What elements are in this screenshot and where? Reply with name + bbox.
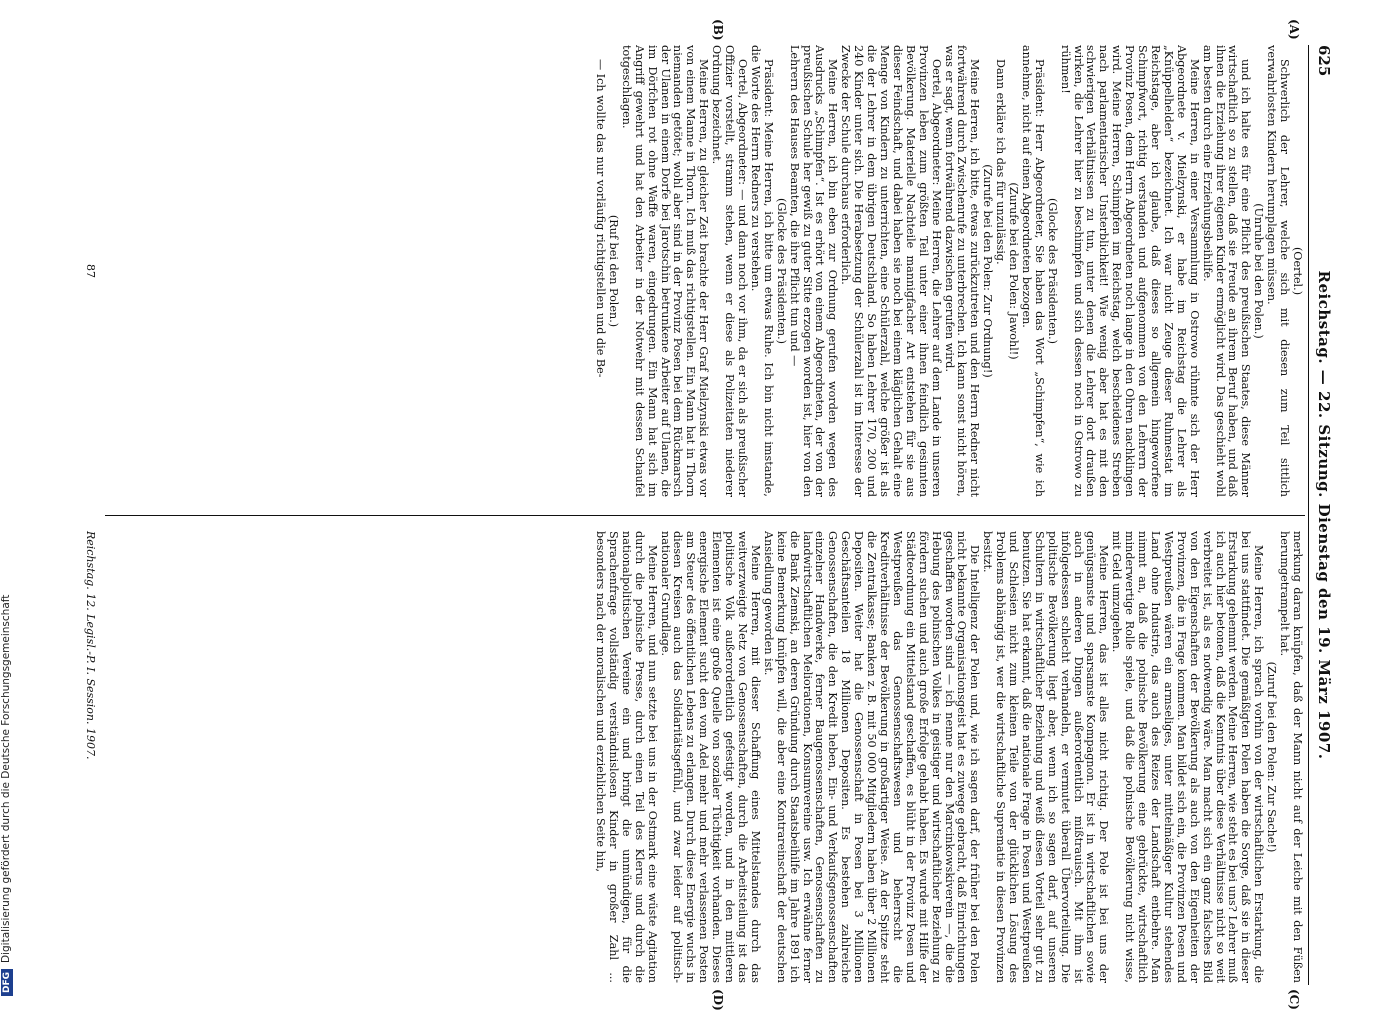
paragraph: merkung daran knüpfen, daß der Mann nicht auf der Leiche mit den Füßen herumgetrampelt hat. <box>1278 531 1304 983</box>
paragraph: Meine Herren, und nun setzte bei uns in der Ostmark eine wüste Agitation durch die polnische Presse, durch einen Teil des Klerus und durch die nationalpolitischen Vereine ein und bringt die unmündigen, für die Sprachenfrage vollständig verständnislosen Kinder in großer Zahl ... besonders nach der moralischen und erziehlichen Seite hin, <box>594 531 659 983</box>
running-header <box>1311 45 1335 985</box>
column-divider <box>105 515 1305 516</box>
dfg-logo: DFG <box>1 969 13 996</box>
paragraph: und ich halte es für eine Pflicht des preußischen Staates, diese Männer wirtschaftlich so zu stellen, daß sie Freude an ihrem Beruf haben, und daß ihnen die Erziehung ihrer eigenen Kinder ermöglicht wird. Das geschieht wohl am besten durch eine Erziehungsbeihilfe. <box>1200 45 1253 497</box>
margin-mark-a: (A) <box>1287 19 1301 40</box>
paragraph: Oertel, Abgeordneter: Meine Herren, die Lehrer auf dem Lande in unseren Provinzen leben zum größten Teil unter einer ihnen feindlich gesinnten Bevölkerung. Materielle Nachteile mannigfacher Art entstehen für sie aus dieser Feindschaft, und dabei haben sie noch bei einem kläglichen Gehalt eine Menge von Kindern zu unterrichten, eine Schülerzahl, welche größer ist als die der Lehrer in dem übrigen Deutschland. So haben Lehrer 170, 200 und 240 Kinder unter sich. Die Herabsetzung der Schülerzahl ist im Interesse der Zwecke der Schule durchaus erforderlich. <box>839 45 943 497</box>
header-title: Reichstag. — 22. Sitzung. Dienstag den 19. März 1907. <box>1315 270 1333 760</box>
stage-direction: (Zurufe bei den Polen: Zur Ordnung!) <box>981 164 995 378</box>
paragraph: Meine Herren, ich sprach vorhin von der wirtschaftlichen Erstarkung, die bei uns stattfindet. Die gemäßigten Polen haben die Sorge, daß sie in dieser Erstarkung gehemmt werden. Meine Herren, wie steht es bei uns? Lehrer muß ich auch hier betonen, daß die Kenntnis über diese Verhältnisse nicht so weit verbreitet ist, als es notwendig wäre. Man macht sich ein ganz falsches Bild von den Eigenschaften der Bevölkerung als auch von den Eigenheiten der Provinzen, die in Frage kommen. Man bildet sich ein, die Provinzen Posen und Westpreußen wären ein armseliges, unter mittelmäßiger Kultur stehendes Land ohne Industrie, das auch des Reizes der Landschaft entbehre. Man nimmt an, daß die polnische Bevölkerung eine gebrückte, wirtschaftlich minderwertige Rolle spiele, und daß die polnische Bevölkerung nicht wisse, mit Geld umzugehen. <box>1110 531 1266 983</box>
stage-direction: (Ruf bei den Polen.) <box>606 214 620 328</box>
stage-direction: (Glocke des Präsidenten.) <box>774 197 788 344</box>
paragraph: Oertel, Abgeordneter: — und dann noch vor ihm, da er sich als preußischer Offizier vorstellt, stramm stehen, wenn er diese als Polizeitaten niederer Ordnung bezeichnet. <box>710 45 750 497</box>
paragraph: Die Intelligenz der Polen und, wie ich sagen darf, der früher bei den Polen nicht bekannte Organisationsgeist hat es zuwege gebracht, daß Einrichtungen geschaffen worden sind — ich nenne nur den Marcinkowskiverein —, die die Hebung des polnischen Volkes in geistiger und wirtschaftlicher Beziehung zu fördern suchen und auch große Erfolge gehabt haben. Es wurde mit Hilfe der Städteordnung ein Mittelstand geschaffen, es blüht in der Provinz Posen und Westpreußen das Genossenschaftswesen und beherrscht die Kreditverhältnisse der Bevölkerung in großartiger Weise. An der Spitze steht die Zentralkasse; Banken z. B. mit 50 000 Mitgliedern haben über 2 Millionen Depositen. Weiter hat die Genossenschaft in Posen bei 3 Millionen Geschäftsanteilen 18 Millionen Depositen. Es bestehen zahlreiche Genossenschaften, die den Kredit heben, Ein- und Verkaufsgenossenschaften einzelner Handwerke, ferner Baugenossenschaften, Genossenschaften zu landwirtschaftlichen Meliorationen, Konsumvereine usw. Ich erwähne ferner die Bank Ziemski, an deren Gründung durch Staatsbeihilfe im Jahre 1891 ich keine Bemerkung knüpfen will, die aber eine Kontrareinschaft der deutschen Ansiedlung geworden ist. <box>761 531 982 983</box>
header-rule <box>1308 45 1309 985</box>
paragraph: Meine Herren, zu gleicher Zeit brachte der Herr Graf Mielzynski etwas vor von einem Manne in Thorn. Ich muß das richtigstellen. Ein Mann hat in Thorn niemanden getötet; wohl aber sind in der Provinz Posen bei dem Rückmarsch der Ulanen in einem Dorfe bei Jarotschin betrunkene Arbeiter auf Ulanen, die im Dörfchen rot ohne Waffe waren, eingedrungen. Ein Mann hat sich im Angriff gewehrt und hat den Arbeiter in der Notwehr mit dessen Schaufel totgeschlagen. <box>619 45 711 497</box>
paragraph: Präsident: Herr Abgeordneter, Sie haben das Wort „Schimpfen“, wie ich annehme, nicht auf einen Abgeordneten bezogen. <box>1019 45 1046 497</box>
stage-direction: (Glocke des Präsidenten.) <box>1045 197 1059 344</box>
paragraph: Meine Herren, mit dieser Schaffung eines Mittelstandes durch das weitverzweigte Netz von Genossenschaften, durch die Arbeitsteilung ist das politische Volk außerordentlich gefestigt worden, und in den mittleren Elementen ist eine große Quelle von sozialer Tüchtigkeit vorhanden. Dieses energische Element sucht den vom Adel mehr und mehr verlassenen Posten am Steuer des öffentlichen Lebens zu erlangen. Durch diese Energie wuchs in diesen Kreisen auch das Solidaritätsgefühl, und zwar leider auf politisch-nationaler Grundlage. <box>658 531 762 983</box>
dfg-sidebar <box>0 0 18 1000</box>
stage-direction: (Unruhe bei den Polen.) <box>1252 203 1266 339</box>
paragraph: Meine Herren, ich bitte, etwas zurückzutreten und den Herrn Redner nicht fortwährend durch Zwischenrufe zu unterbrechen. Ich kann sonst nicht hören, was er sagt, wenn fortwährend dazwischen gerufen wird. <box>942 45 982 497</box>
speaker-label: (Oertel.) <box>1291 246 1304 296</box>
footer-source: Reichstag. 12. Legisl.-P. I. Session. 1907. <box>84 531 97 760</box>
paragraph: — Ich wollte das nur vorläufig richtigstellen und die Be- <box>594 59 608 378</box>
page-number: 625 <box>1315 45 1333 77</box>
paragraph: Dann erkläre ich das für unzulässig. <box>994 59 1008 265</box>
paragraph: Meine Herren, ich bin eben zur Ordnung gerufen worden wegen des Ausdrucks „Schimpfen“. Ist es erhört von einem Abgeordneten, der von der preußischen Schule her gewiß zu guter Sitte erzogen worden ist, hier von den Lehrern des Hauses Beamten, die ihre Pflicht tun und — <box>787 45 840 497</box>
margin-mark-c: (C) <box>1287 989 1301 1010</box>
paragraph: Meine Herren, das ist alles nicht richtig. Der Pole ist bei uns der genügsamste und sparsamste Kompagnon. Er ist in wirtschaftlichen sowie auch in anderen Dingen außerordentlich mißtrauisch. Mit ihm ist infolgedessen schlecht verhandeln, er vermutet überall Übervorteilung. Die politische Bevölkerung liegt aber, wenn ich so sagen darf, auf unseren Schultern in wirtschaftlicher Beziehung und weiß diesen Vorteil sehr gut zu benutzen. Sie hat erkannt, daß die nationale Frage in Posen und Westpreußen und Schlesien nicht zum kleinen Teile von der glücklichen Lösung des Problems abhängig ist, wer die wirtschaftliche Suprematie in diesen Provinzen besitzt. <box>981 531 1111 983</box>
footer-folio: 87 <box>84 264 97 278</box>
stage-direction: (Zuruf bei den Polen: Zur Sache!) <box>1265 661 1279 853</box>
paragraph: Schwerlich der Lehrer, welche sich mit diesen zum Teil sittlich verwahrlosten Kindern herumplagen müssen. <box>1265 45 1292 497</box>
right-column <box>593 531 1303 983</box>
stage-direction: (Zurufe bei den Polen: Jawohl!) <box>1007 182 1021 360</box>
margin-mark-b: (B) <box>711 19 725 41</box>
paragraph: Präsident: Meine Herren, ich bitte um etwas Ruhe. Ich bin nicht imstande, die Worte des Herrn Redners zu verstehen. <box>748 45 775 497</box>
margin-mark-d: (D) <box>711 989 725 1011</box>
left-column <box>593 45 1303 497</box>
funding-note: Digitalisierung gefördert durch die Deutsche Forschungsgemeinschaft <box>0 594 12 963</box>
paragraph: Meine Herren, in einer Versammlung in Ostrowo rühmte sich der Herr Abgeordnete v. Mielzynski, er habe im Reichstag die Lehrer als „Knüppelhelden“ bezeichnet. Ich war nicht Zeuge dieser Ruhmestat im Reichstage, aber ich glaube, daß dieses so allgemein hingeworfene Schimpfwort, richtig verstanden und aufgenommen von den Lehrern der Provinz Posen, dem Herrn Abgeordneten noch lange in den Ohren nachklingen wird. Meine Herren, Schimpfen im Reichstag, welch bescheidenes Streben nach parlamentarischer Unsterblichkeit! Wie wenig aber hat es mit den schwierigen Verhältnissen zu tun, unter denen die Lehrer dort draußen wirken, die Lehrer hier zu beschimpfen und sich dessen noch in Ostrowo zu rühmen! <box>1058 45 1201 497</box>
rotated-document <box>45 19 1335 1011</box>
